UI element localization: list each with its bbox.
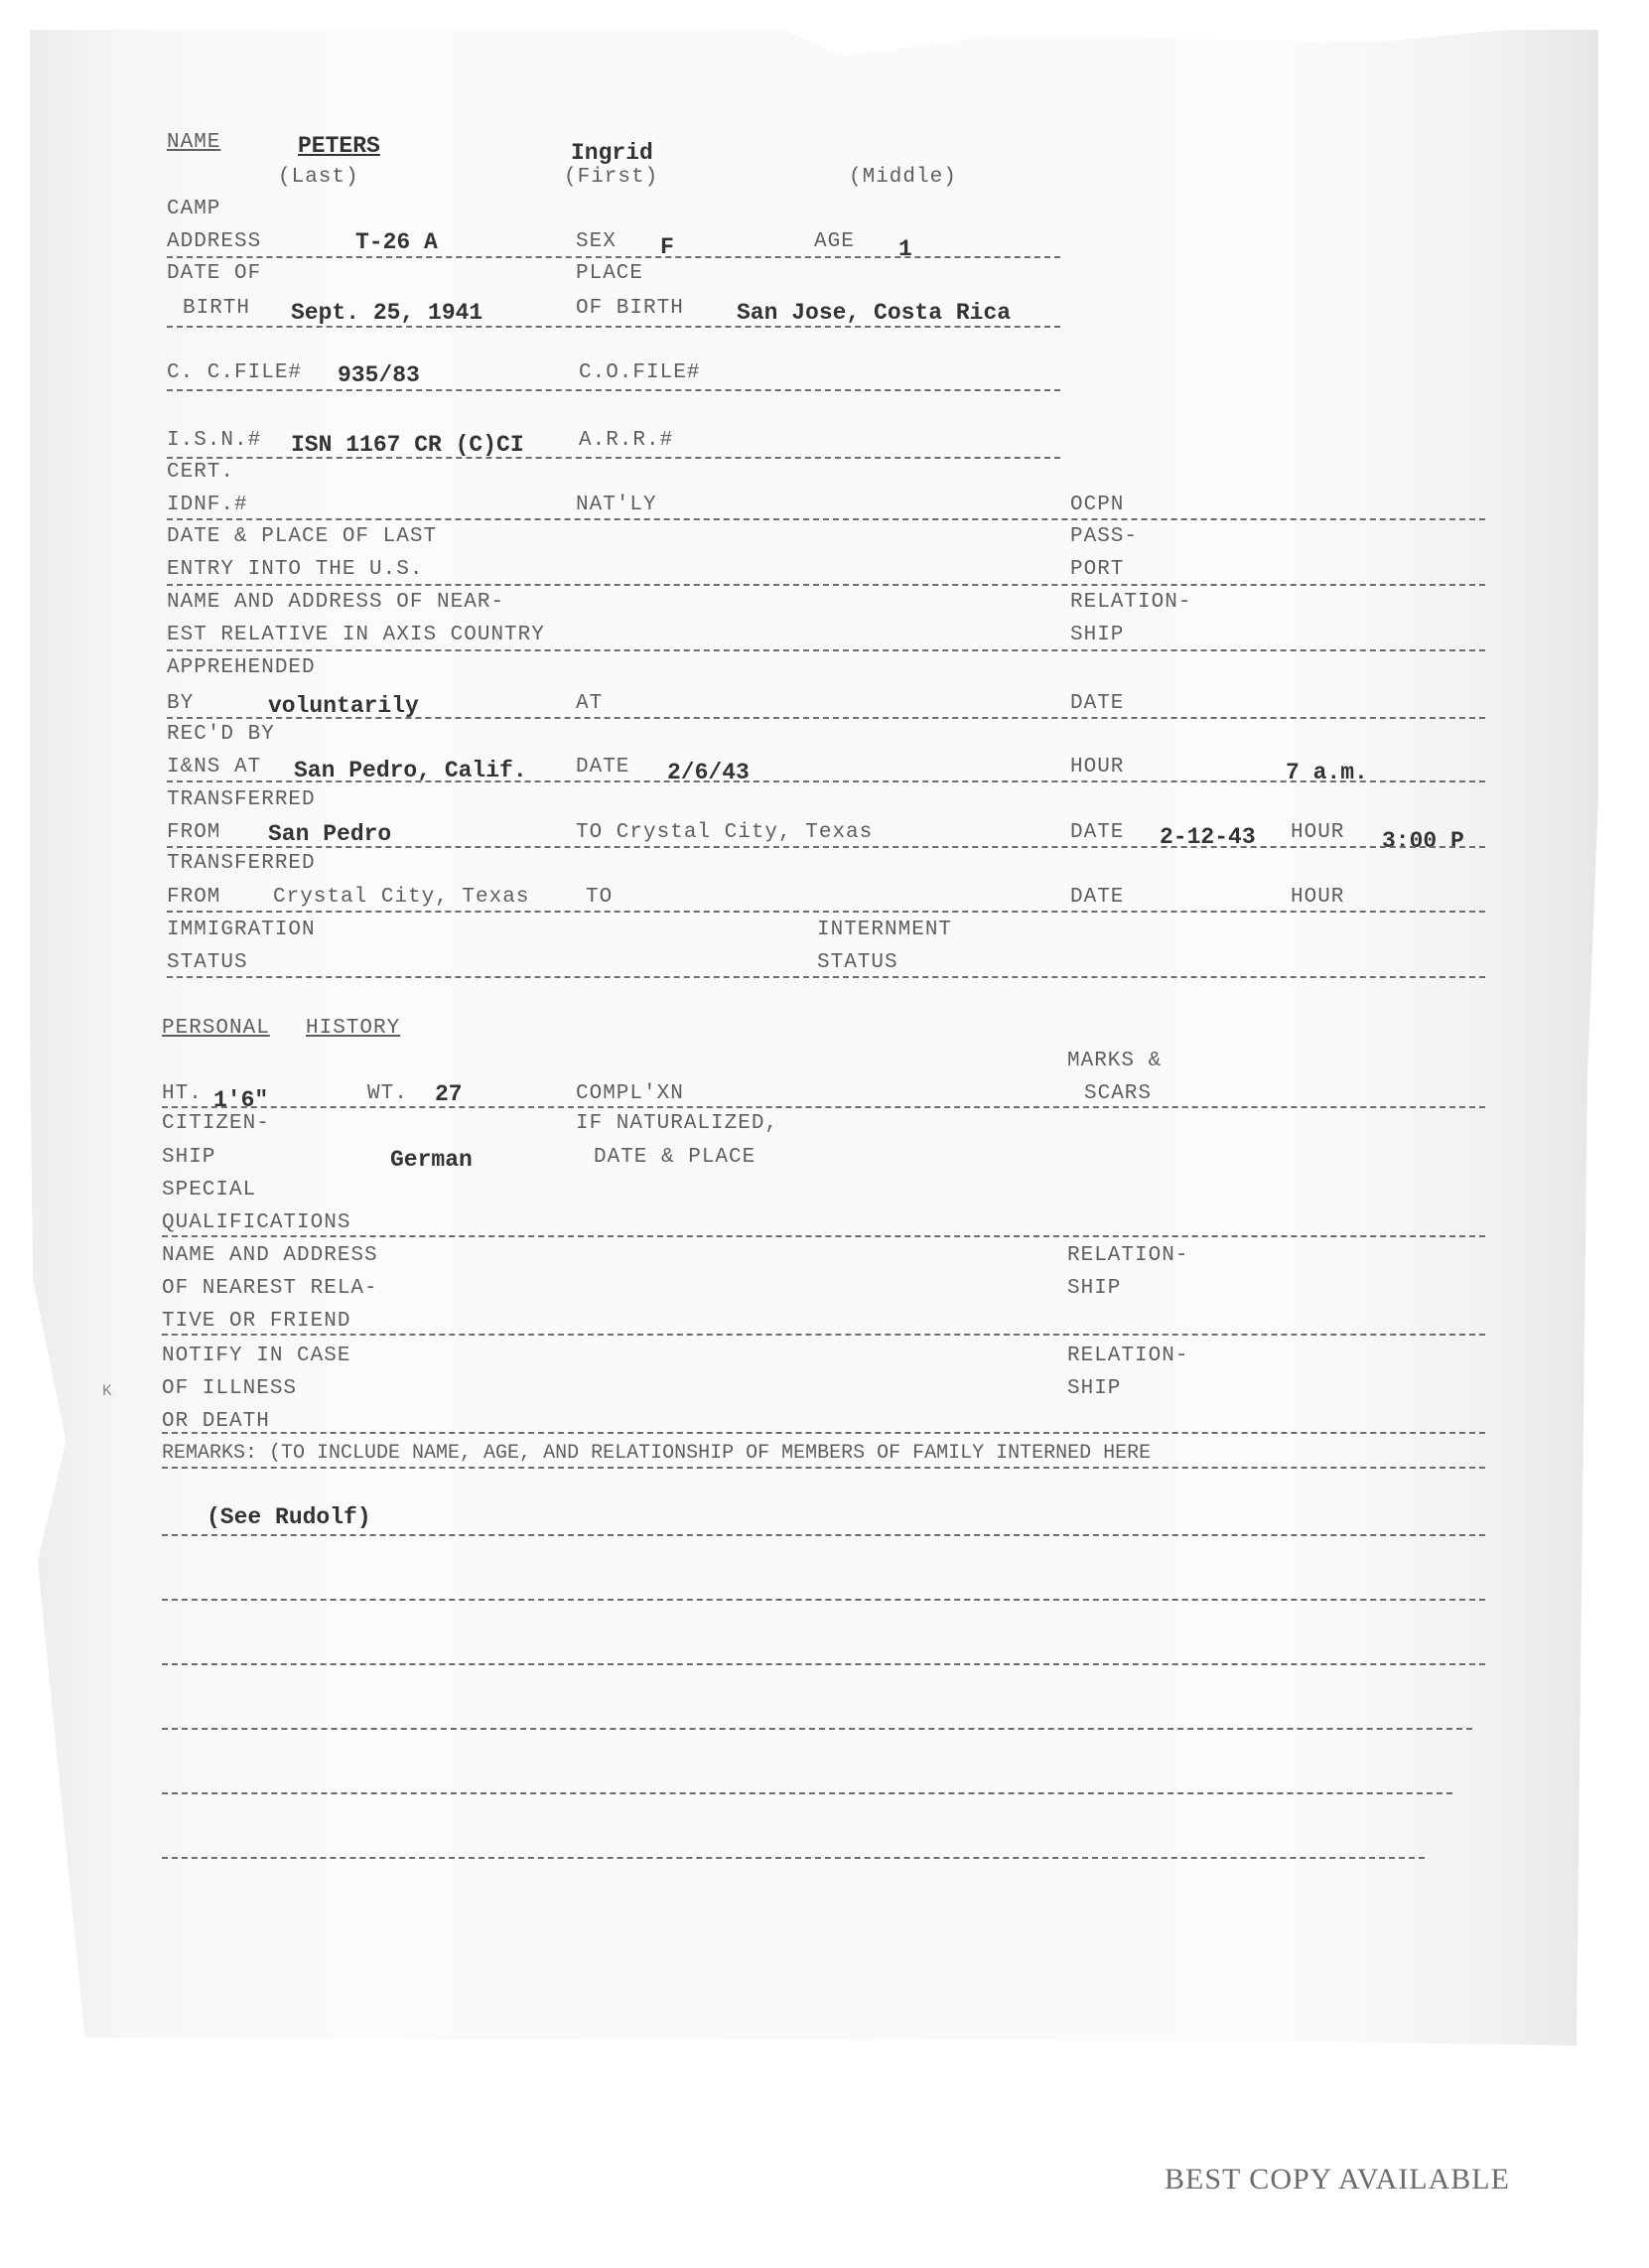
entry-line1: DATE & PLACE OF LAST [167,525,438,548]
isn-value: ISN 1167 CR (C)CI [291,432,524,458]
axis-ship-label: SHIP [1070,624,1125,646]
transfer2-hour-label: HOUR [1291,886,1345,909]
transfer1-hour-value: 3:00 P [1382,828,1464,854]
axis-relation-label: RELATION- [1070,591,1192,614]
remarks-line-5 [162,1792,1452,1794]
by-label: BY [167,692,195,715]
remarks-line-6 [162,1857,1425,1859]
margin-k-mark: K [102,1382,112,1400]
entry-line [167,584,1485,586]
remarks-line-1 [162,1534,1485,1536]
ht-value: 1'6" [213,1087,269,1113]
history-title: HISTORY [306,1017,401,1040]
remarks-line-4 [162,1728,1472,1730]
birth-place-value: San Jose, Costa Rica [737,300,1012,326]
notify-ship-label: SHIP [1067,1377,1122,1400]
personal-title: PERSONAL [162,1017,270,1040]
recd-hour-value: 7 a.m. [1286,760,1368,785]
idnf-label: IDNF.# [167,494,248,516]
nearest-line1: NAME AND ADDRESS [162,1244,378,1267]
recd-label: REC'D BY [167,723,275,746]
camp-label: CAMP [167,198,221,220]
apprehended-date-label: DATE [1070,692,1125,715]
ocpn-label: OCPN [1070,494,1125,516]
entry-line2: ENTRY INTO THE U.S. [167,558,424,581]
citizen-label: CITIZEN- [162,1112,270,1135]
nearest-line3: TIVE OR FRIEND [162,1310,351,1333]
sex-value: F [660,234,674,260]
ins-label: I&NS AT [167,756,262,779]
age-label: AGE [814,230,855,253]
transfer2-date-label: DATE [1070,886,1125,909]
wt-value: 27 [435,1081,463,1107]
transfer1-from-label: FROM [167,821,221,844]
file-line [167,389,1060,391]
birth-label: BIRTH [183,297,251,320]
transfer1-date-label: DATE [1070,821,1125,844]
place-label: PLACE [576,262,644,285]
status-line [167,976,1485,978]
best-copy-stamp: BEST COPY AVAILABLE [1165,2163,1510,2196]
isn-line [167,457,1060,459]
ht-line [162,1106,1485,1108]
remarks-header-line [162,1467,1485,1469]
cc-file-value: 935/83 [338,362,420,388]
date-of-label: DATE OF [167,262,262,285]
transfer2-label: TRANSFERRED [167,852,316,875]
transfer2-from-value: Crystal City, Texas [273,886,530,909]
apprehended-line [167,717,1485,719]
pass-label: PASS- [1070,525,1139,548]
remarks-label: REMARKS: (TO INCLUDE NAME, AGE, AND RELATIONSHIP OF MEMBERS OF FAMILY INTERNED HERE [162,1442,1152,1465]
middle-caption: (Middle) [849,166,957,189]
recd-date-value: 2/6/43 [667,760,750,785]
first-name-value: Ingrid [571,140,653,166]
qualifications-line [162,1235,1485,1237]
wt-label: WT. [367,1082,408,1105]
transfer1-from-value: San Pedro [268,821,392,847]
qualifications-label: QUALIFICATIONS [162,1211,351,1234]
transfer1-line [167,846,1485,848]
address-value: T-26 A [355,229,438,255]
axis-relative-line2: EST RELATIVE IN AXIS COUNTRY [167,624,545,646]
notify-line1: NOTIFY IN CASE [162,1345,351,1367]
port-label: PORT [1070,558,1125,581]
co-file-label: C.O.FILE# [579,361,701,384]
marks-label: MARKS & [1067,1050,1163,1072]
internment-label: INTERNMENT [817,919,953,941]
notify-line2: OF ILLNESS [162,1377,298,1400]
notify-relation-label: RELATION- [1067,1345,1189,1367]
age-value: 1 [898,236,912,262]
recd-date-label: DATE [576,756,630,779]
ship-label: SHIP [162,1146,216,1169]
ht-label: HT. [162,1082,203,1105]
nearest-line [162,1334,1485,1336]
complxn-label: COMPL'XN [576,1082,684,1105]
transfer1-to: TO Crystal City, Texas [576,821,874,844]
remarks-line-2 [162,1599,1485,1601]
remarks-value: (See Rudolf) [206,1504,371,1530]
last-name-value: PETERS [298,133,380,159]
natly-label: NAT'LY [576,494,657,516]
birth-date-value: Sept. 25, 1941 [291,300,483,326]
transfer1-label: TRANSFERRED [167,788,316,811]
nearest-ship-label: SHIP [1067,1277,1122,1300]
ins-value: San Pedro, Calif. [294,758,527,783]
special-label: SPECIAL [162,1179,257,1202]
axis-line [167,649,1485,651]
sex-label: SEX [576,230,617,253]
recd-hour-label: HOUR [1070,756,1125,779]
nearest-line2: OF NEAREST RELA- [162,1277,378,1300]
arr-label: A.R.R.# [579,429,674,452]
scars-label: SCARS [1084,1082,1153,1105]
immigration-status-label: STATUS [167,951,248,974]
name-label: NAME [167,131,221,154]
transfer2-to-label: TO [586,886,614,909]
first-caption: (First) [564,166,659,189]
transfer2-from-label: FROM [167,886,221,909]
recd-line [167,780,1485,782]
by-value: voluntarily [268,693,419,719]
apprehended-label: APPREHENDED [167,656,316,679]
last-caption: (Last) [278,166,359,189]
transfer1-hour-label: HOUR [1291,821,1345,844]
axis-relative-line1: NAME AND ADDRESS OF NEAR- [167,591,505,614]
of-birth-label: OF BIRTH [576,297,684,320]
transfer2-line [167,911,1485,913]
internment-status-label: STATUS [817,951,898,974]
transfer1-date-value: 2-12-43 [1160,824,1256,850]
birth-line [167,326,1060,328]
at-label: AT [576,692,604,715]
naturalized-label: IF NATURALIZED, [576,1112,779,1135]
cert-line [167,518,1485,520]
date-place-label: DATE & PLACE [594,1146,756,1169]
cert-label: CERT. [167,461,235,484]
citizenship-value: German [390,1147,473,1173]
address-line [167,256,1060,258]
immigration-label: IMMIGRATION [167,919,316,941]
remarks-line-3 [162,1663,1485,1665]
notify-line3: OR DEATH [162,1410,270,1433]
address-label: ADDRESS [167,230,262,253]
notify-line [162,1432,1485,1434]
cc-file-label: C. C.FILE# [167,361,303,384]
nearest-relation-label: RELATION- [1067,1244,1189,1267]
isn-label: I.S.N.# [167,429,262,452]
